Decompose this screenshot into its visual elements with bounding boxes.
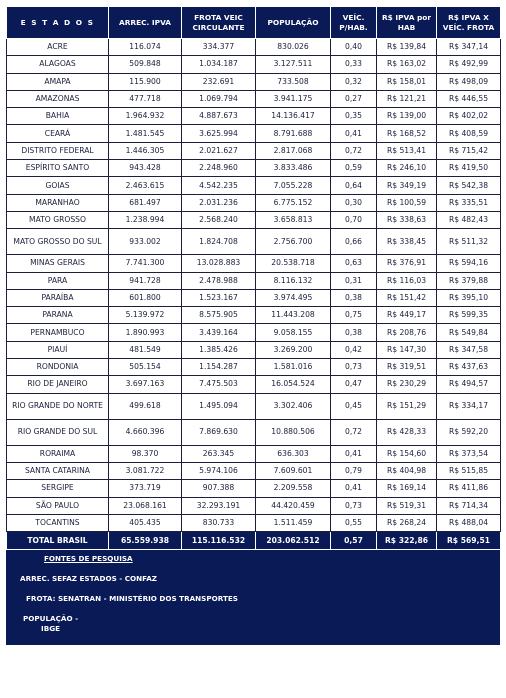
state-name: SANTA CATARINA — [7, 462, 109, 479]
ipva-hab-value: R$ 139,84 — [377, 39, 437, 56]
ipva-hab-value: R$ 519,31 — [377, 497, 437, 514]
arrec-ipva: 509.848 — [109, 56, 182, 73]
frota-value: 1.385.426 — [182, 341, 256, 358]
table-row — [7, 497, 501, 514]
populacao-value: 14.136.417 — [256, 108, 331, 125]
arrec-ipva: 499.618 — [109, 393, 182, 419]
populacao-value: 2.756.700 — [256, 229, 331, 255]
ipva-hab-value: R$ 151,29 — [377, 393, 437, 419]
state-name: PARAÍBA — [7, 289, 109, 306]
veic-hab-value: 0,45 — [331, 393, 377, 419]
ipva-frota-value: R$ 715,42 — [437, 142, 501, 159]
frota-value: 8.575.905 — [182, 307, 256, 324]
populacao-value: 44.420.459 — [256, 497, 331, 514]
populacao-value: 20.538.718 — [256, 255, 331, 272]
arrec-ipva: 98.370 — [109, 445, 182, 462]
table-row — [7, 160, 501, 177]
arrec-ipva: 1.481.545 — [109, 125, 182, 142]
ipva-hab-value: R$ 154,60 — [377, 445, 437, 462]
ipva-frota-value: R$ 511,32 — [437, 229, 501, 255]
frota-value: 32.293.191 — [182, 497, 256, 514]
frota-value: 232.691 — [182, 73, 256, 90]
total-populacao-value: 203.062.512 — [256, 532, 331, 550]
state-name: PIAUÍ — [7, 341, 109, 358]
state-name: RIO DE JANEIRO — [7, 376, 109, 393]
ipva-frota-value: R$ 419,50 — [437, 160, 501, 177]
arrec-ipva: 4.660.396 — [109, 419, 182, 445]
total-frota-value: 115.116.532 — [182, 532, 256, 550]
ipva-frota-value: R$ 549,84 — [437, 324, 501, 341]
veic-hab-value: 0,27 — [331, 90, 377, 107]
state-name: AMAPA — [7, 73, 109, 90]
state-name: ACRE — [7, 39, 109, 56]
header-frota: FROTA VEIC CIRCULANTE — [182, 7, 256, 39]
arrec-ipva: 943.428 — [109, 160, 182, 177]
ipva-hab-value: R$ 246,10 — [377, 160, 437, 177]
arrec-ipva: 3.697.163 — [109, 376, 182, 393]
source-populacao-label: POPULAÇÃO - — [23, 614, 79, 624]
frota-value: 830.733 — [182, 514, 256, 531]
arrec-ipva: 1.446.305 — [109, 142, 182, 159]
state-name: GOIAS — [7, 177, 109, 194]
ipva-hab-value: R$ 151,42 — [377, 289, 437, 306]
ipva-hab-value: R$ 100,59 — [377, 194, 437, 211]
state-name: RORAIMA — [7, 445, 109, 462]
ipva-frota-value: R$ 402,02 — [437, 108, 501, 125]
frota-value: 1.034.187 — [182, 56, 256, 73]
frota-value: 1.824.708 — [182, 229, 256, 255]
veic-hab-value: 0,32 — [331, 73, 377, 90]
ipva-frota-value: R$ 408,59 — [437, 125, 501, 142]
veic-hab-value: 0,41 — [331, 125, 377, 142]
ipva-frota-value: R$ 542,38 — [437, 177, 501, 194]
frota-value: 4.887.673 — [182, 108, 256, 125]
header-estados: E S T A D O S — [7, 7, 109, 39]
populacao-value: 636.303 — [256, 445, 331, 462]
populacao-value: 16.054.524 — [256, 376, 331, 393]
ipva-hab-value: R$ 319,51 — [377, 359, 437, 376]
state-name: PERNAMBUCO — [7, 324, 109, 341]
ipva-hab-value: R$ 428,33 — [377, 419, 437, 445]
populacao-value: 3.658.813 — [256, 211, 331, 228]
frota-value: 13.028.883 — [182, 255, 256, 272]
table-header — [7, 7, 501, 39]
ipva-frota-value: R$ 592,20 — [437, 419, 501, 445]
ipva-report — [6, 6, 500, 645]
ipva-hab-value: R$ 147,30 — [377, 341, 437, 358]
ipva-frota-value: R$ 379,88 — [437, 272, 501, 289]
table-row — [7, 73, 501, 90]
arrec-ipva: 481.549 — [109, 341, 182, 358]
arrec-ipva: 5.139.972 — [109, 307, 182, 324]
table-row — [7, 462, 501, 479]
state-name: TOCANTINS — [7, 514, 109, 531]
state-name: BAHIA — [7, 108, 109, 125]
ipva-frota-value: R$ 411,86 — [437, 480, 501, 497]
arrec-ipva: 7.741.300 — [109, 255, 182, 272]
frota-value: 263.345 — [182, 445, 256, 462]
header-veic-hab: VEÍC. P/HAB. — [331, 7, 377, 39]
ipva-frota-value: R$ 492,99 — [437, 56, 501, 73]
ipva-table — [6, 6, 501, 550]
veic-hab-value: 0,70 — [331, 211, 377, 228]
arrec-ipva: 505.154 — [109, 359, 182, 376]
source-populacao — [23, 614, 78, 634]
ipva-hab-value: R$ 121,21 — [377, 90, 437, 107]
populacao-value: 3.974.495 — [256, 289, 331, 306]
populacao-value: 7.055.228 — [256, 177, 331, 194]
ipva-frota-value: R$ 373,54 — [437, 445, 501, 462]
ipva-hab-value: R$ 163,02 — [377, 56, 437, 73]
total-ipva-hab-value: R$ 322,86 — [377, 532, 437, 550]
populacao-value: 6.775.152 — [256, 194, 331, 211]
frota-value: 5.974.106 — [182, 462, 256, 479]
populacao-value: 9.058.155 — [256, 324, 331, 341]
frota-value: 1.523.167 — [182, 289, 256, 306]
veic-hab-value: 0,47 — [331, 376, 377, 393]
ipva-hab-value: R$ 169,14 — [377, 480, 437, 497]
source-populacao-org: IBGE — [41, 624, 61, 634]
frota-value: 1.154.287 — [182, 359, 256, 376]
ipva-frota-value: R$ 482,43 — [437, 211, 501, 228]
frota-value: 1.495.094 — [182, 393, 256, 419]
veic-hab-value: 0,59 — [331, 160, 377, 177]
total-veic-hab-value: 0,57 — [331, 532, 377, 550]
arrec-ipva: 601.800 — [109, 289, 182, 306]
veic-hab-value: 0,35 — [331, 108, 377, 125]
veic-hab-value: 0,63 — [331, 255, 377, 272]
table-row — [7, 142, 501, 159]
table-row — [7, 341, 501, 358]
arrec-ipva: 681.497 — [109, 194, 182, 211]
table-row — [7, 194, 501, 211]
ipva-hab-value: R$ 168,52 — [377, 125, 437, 142]
arrec-ipva: 1.238.994 — [109, 211, 182, 228]
state-name: SÃO PAULO — [7, 497, 109, 514]
populacao-value: 3.127.511 — [256, 56, 331, 73]
table-row — [7, 125, 501, 142]
ipva-hab-value: R$ 338,45 — [377, 229, 437, 255]
table-row — [7, 289, 501, 306]
arrec-ipva: 116.074 — [109, 39, 182, 56]
table-row — [7, 177, 501, 194]
state-name: MATO GROSSO — [7, 211, 109, 228]
arrec-ipva: 405.435 — [109, 514, 182, 531]
frota-value: 3.625.994 — [182, 125, 256, 142]
frota-value: 907.388 — [182, 480, 256, 497]
state-name: ESPÍRITO SANTO — [7, 160, 109, 177]
total-arrec-ipva: 65.559.938 — [109, 532, 182, 550]
state-name: DISTRITO FEDERAL — [7, 142, 109, 159]
state-name: PARANA — [7, 307, 109, 324]
ipva-frota-value: R$ 494,57 — [437, 376, 501, 393]
populacao-value: 2.209.558 — [256, 480, 331, 497]
table-row — [7, 514, 501, 531]
table-row — [7, 307, 501, 324]
veic-hab-value: 0,66 — [331, 229, 377, 255]
veic-hab-value: 0,73 — [331, 359, 377, 376]
populacao-value: 7.609.601 — [256, 462, 331, 479]
veic-hab-value: 0,38 — [331, 289, 377, 306]
state-name: RIO GRANDE DO SUL — [7, 419, 109, 445]
total-row — [7, 532, 501, 550]
ipva-frota-value: R$ 498,09 — [437, 73, 501, 90]
populacao-value: 3.941.175 — [256, 90, 331, 107]
frota-value: 2.568.240 — [182, 211, 256, 228]
table-row — [7, 324, 501, 341]
veic-hab-value: 0,79 — [331, 462, 377, 479]
veic-hab-value: 0,75 — [331, 307, 377, 324]
arrec-ipva: 933.002 — [109, 229, 182, 255]
table-row — [7, 393, 501, 419]
ipva-hab-value: R$ 404,98 — [377, 462, 437, 479]
state-name: ALAGOAS — [7, 56, 109, 73]
ipva-hab-value: R$ 449,17 — [377, 307, 437, 324]
veic-hab-value: 0,42 — [331, 341, 377, 358]
source-arrecadacao: ARREC. SEFAZ ESTADOS - CONFAZ — [20, 574, 157, 584]
veic-hab-value: 0,38 — [331, 324, 377, 341]
veic-hab-value: 0,72 — [331, 419, 377, 445]
table-row — [7, 272, 501, 289]
arrec-ipva: 3.081.722 — [109, 462, 182, 479]
veic-hab-value: 0,55 — [331, 514, 377, 531]
veic-hab-value: 0,30 — [331, 194, 377, 211]
ipva-hab-value: R$ 349,19 — [377, 177, 437, 194]
source-frota: FROTA: SENATRAN - MINISTÉRIO DOS TRANSPORTES — [26, 594, 238, 604]
header-arrec-ipva: ARREC. IPVA — [109, 7, 182, 39]
populacao-value: 11.443.208 — [256, 307, 331, 324]
total-ipva-frota-value: R$ 569,51 — [437, 532, 501, 550]
state-name: AMAZONAS — [7, 90, 109, 107]
frota-value: 2.021.627 — [182, 142, 256, 159]
frota-value: 1.069.794 — [182, 90, 256, 107]
ipva-frota-value: R$ 488,04 — [437, 514, 501, 531]
ipva-frota-value: R$ 599,35 — [437, 307, 501, 324]
arrec-ipva: 1.964.932 — [109, 108, 182, 125]
populacao-value: 3.833.486 — [256, 160, 331, 177]
frota-value: 7.869.630 — [182, 419, 256, 445]
table-row — [7, 56, 501, 73]
table-row — [7, 445, 501, 462]
frota-value: 2.478.988 — [182, 272, 256, 289]
table-row — [7, 211, 501, 228]
veic-hab-value: 0,41 — [331, 445, 377, 462]
veic-hab-value: 0,33 — [331, 56, 377, 73]
state-name: RIO GRANDE DO NORTE — [7, 393, 109, 419]
ipva-frota-value: R$ 347,14 — [437, 39, 501, 56]
ipva-hab-value: R$ 513,41 — [377, 142, 437, 159]
ipva-hab-value: R$ 158,01 — [377, 73, 437, 90]
state-name: RONDONIA — [7, 359, 109, 376]
state-name: MARANHAO — [7, 194, 109, 211]
frota-value: 2.031.236 — [182, 194, 256, 211]
ipva-hab-value: R$ 338,63 — [377, 211, 437, 228]
frota-value: 2.248.960 — [182, 160, 256, 177]
sources-footer — [6, 550, 500, 645]
veic-hab-value: 0,72 — [331, 142, 377, 159]
table-row — [7, 359, 501, 376]
populacao-value: 3.302.406 — [256, 393, 331, 419]
ipva-frota-value: R$ 334,17 — [437, 393, 501, 419]
veic-hab-value: 0,73 — [331, 497, 377, 514]
arrec-ipva: 2.463.615 — [109, 177, 182, 194]
ipva-frota-value: R$ 335,51 — [437, 194, 501, 211]
populacao-value: 8.791.688 — [256, 125, 331, 142]
frota-value: 7.475.503 — [182, 376, 256, 393]
arrec-ipva: 23.068.161 — [109, 497, 182, 514]
populacao-value: 3.269.200 — [256, 341, 331, 358]
header-ipva-frota: R$ IPVA X VEÍC. FROTA — [437, 7, 501, 39]
table-row — [7, 255, 501, 272]
ipva-frota-value: R$ 515,85 — [437, 462, 501, 479]
state-name: CEARÁ — [7, 125, 109, 142]
ipva-frota-value: R$ 437,63 — [437, 359, 501, 376]
ipva-hab-value: R$ 208,76 — [377, 324, 437, 341]
sources-title: FONTES DE PESQUISA — [44, 554, 133, 564]
arrec-ipva: 477.718 — [109, 90, 182, 107]
populacao-value: 2.817.068 — [256, 142, 331, 159]
arrec-ipva: 1.890.993 — [109, 324, 182, 341]
populacao-value: 1.511.459 — [256, 514, 331, 531]
state-name: SERGIPE — [7, 480, 109, 497]
arrec-ipva: 941.728 — [109, 272, 182, 289]
ipva-hab-value: R$ 268,24 — [377, 514, 437, 531]
state-name: MINAS GERAIS — [7, 255, 109, 272]
table-row — [7, 376, 501, 393]
populacao-value: 10.880.506 — [256, 419, 331, 445]
table-row — [7, 419, 501, 445]
ipva-frota-value: R$ 594,16 — [437, 255, 501, 272]
header-ipva-hab: R$ IPVA por HAB — [377, 7, 437, 39]
populacao-value: 733.508 — [256, 73, 331, 90]
frota-value: 3.439.164 — [182, 324, 256, 341]
arrec-ipva: 373.719 — [109, 480, 182, 497]
frota-value: 334.377 — [182, 39, 256, 56]
table-row — [7, 39, 501, 56]
state-name: MATO GROSSO DO SUL — [7, 229, 109, 255]
populacao-value: 8.116.132 — [256, 272, 331, 289]
ipva-frota-value: R$ 347,58 — [437, 341, 501, 358]
veic-hab-value: 0,31 — [331, 272, 377, 289]
veic-hab-value: 0,40 — [331, 39, 377, 56]
ipva-hab-value: R$ 230,29 — [377, 376, 437, 393]
header-populacao: POPULAÇÃO — [256, 7, 331, 39]
frota-value: 4.542.235 — [182, 177, 256, 194]
ipva-frota-value: R$ 446,55 — [437, 90, 501, 107]
table-row — [7, 108, 501, 125]
ipva-frota-value: R$ 395,10 — [437, 289, 501, 306]
total-state-name: TOTAL BRASIL — [7, 532, 109, 550]
state-name: PARA — [7, 272, 109, 289]
veic-hab-value: 0,64 — [331, 177, 377, 194]
veic-hab-value: 0,41 — [331, 480, 377, 497]
populacao-value: 830.026 — [256, 39, 331, 56]
table-body — [7, 39, 501, 550]
table-row — [7, 229, 501, 255]
ipva-hab-value: R$ 139,00 — [377, 108, 437, 125]
ipva-frota-value: R$ 714,34 — [437, 497, 501, 514]
table-row — [7, 480, 501, 497]
ipva-hab-value: R$ 376,91 — [377, 255, 437, 272]
arrec-ipva: 115.900 — [109, 73, 182, 90]
populacao-value: 1.581.016 — [256, 359, 331, 376]
ipva-hab-value: R$ 116,03 — [377, 272, 437, 289]
table-row — [7, 90, 501, 107]
